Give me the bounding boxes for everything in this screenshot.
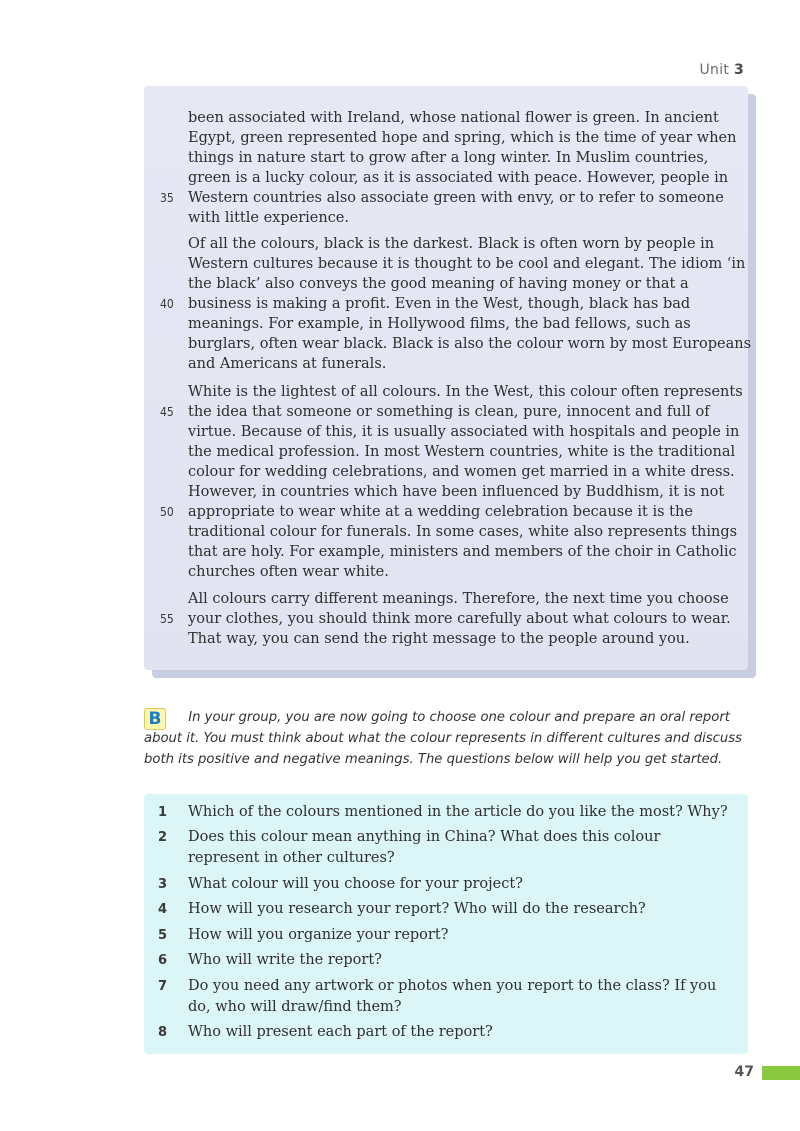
question-item [144,802,744,823]
question-text: Which of the colours mentioned in the article do you like the most? Why? [188,804,728,820]
text-line: been associated with Ireland, whose national flower is green. In ancient [188,110,719,126]
question-number: 3 [158,877,168,892]
line-number: 55 [160,612,174,626]
text-line: business is making a profit. Even in the West, though, black has bad [188,296,691,312]
question-item [144,1022,744,1043]
question-item [144,976,744,1018]
text-line: churches often wear white. [188,564,389,580]
question-item [144,950,744,971]
line-number: 40 [160,297,174,311]
line-number: 50 [160,505,174,519]
text-line: That way, you can send the right message to the people around you. [188,631,690,647]
question-number: 7 [158,979,168,994]
question-number: 6 [158,953,168,968]
question-text: Does this colour mean anything in China? What does this colour [188,829,661,845]
paragraph-black [188,234,752,374]
instruction-line: both its positive and negative meanings. The questions below will help you get started. [144,752,723,767]
text-line: All colours carry different meanings. Therefore, the next time you choose [188,591,729,607]
text-line: virtue. Because of this, it is usually associated with hospitals and people in [188,424,740,440]
instruction-line: about it. You must think about what the colour represents in different cultures and discuss [144,731,742,746]
text-line: green is a lucky colour, as it is associated with peace. However, people in [188,170,729,186]
paragraph-conclusion [188,589,736,649]
question-item [144,899,744,920]
instruction-line: In your group, you are now going to choose one colour and prepare an oral report [188,710,730,725]
text-line: Western cultures because it is thought to be cool and elegant. The idiom ‘in [188,256,746,272]
text-line: Of all the colours, black is the darkest. Black is often worn by people in [188,236,715,252]
question-text: represent in other cultures? [188,850,395,866]
text-line: the medical profession. In most Western countries, white is the traditional [188,444,736,460]
text-line: Western countries also associate green with envy, or to refer to someone [188,190,724,206]
question-number: 8 [158,1025,168,1040]
question-text: How will you research your report? Who will do the research? [188,901,646,917]
text-line: things in nature start to grow after a long winter. In Muslim countries, [188,150,709,166]
question-number: 5 [158,928,168,943]
questions-list [144,794,748,1054]
text-line: traditional colour for funerals. In some cases, white also represents things [188,524,738,540]
paragraph-green [188,108,736,228]
text-line: burglars, often wear black. Black is also the colour worn by most Europeans [188,336,752,352]
text-line: colour for wedding celebrations, and women get married in a white dress. [188,464,735,480]
question-text: Who will write the report? [188,952,382,968]
question-number: 2 [158,830,168,845]
text-line: However, in countries which have been influenced by Buddhism, it is not [188,484,725,500]
question-text: Who will present each part of the report? [188,1024,493,1040]
text-line: your clothes, you should think more carefully about what colours to wear. [188,611,731,627]
page-number-bar [762,1066,800,1080]
text-line: that are holy. For example, ministers and members of the choir in Catholic [188,544,737,560]
question-number: 1 [158,805,168,820]
line-number: 35 [160,191,174,205]
question-text: How will you organize your report? [188,927,449,943]
text-line: with little experience. [188,210,350,226]
question-text: do, who will draw/find them? [188,999,402,1015]
question-text: What colour will you choose for your project? [188,876,523,892]
text-line: and Americans at funerals. [188,356,387,372]
unit-label [699,62,744,78]
text-line: appropriate to wear white at a wedding celebration because it is the [188,504,693,520]
question-item [144,874,744,895]
task-b-badge: B [144,708,166,730]
question-text: Do you need any artwork or photos when you report to the class? If you [188,978,717,994]
text-line: the black’ also conveys the good meaning of having money or that a [188,276,689,292]
text-line: Egypt, green represented hope and spring, which is the time of year when [188,130,737,146]
question-item [144,827,744,869]
text-line: the idea that someone or something is clean, pure, innocent and full of [188,404,710,420]
question-item [144,925,744,946]
paragraph-white [188,382,743,582]
text-line: White is the lightest of all colours. In the West, this colour often represents [188,384,743,400]
reading-passage [144,86,752,670]
text-line: meanings. For example, in Hollywood films, the bad fellows, such as [188,316,691,332]
page-number: 47 [734,1064,754,1080]
question-number: 4 [158,902,168,917]
task-b-instructions [144,707,744,770]
line-number: 45 [160,405,174,419]
unit-label-text: Unit [699,62,730,78]
unit-number: 3 [733,62,744,78]
